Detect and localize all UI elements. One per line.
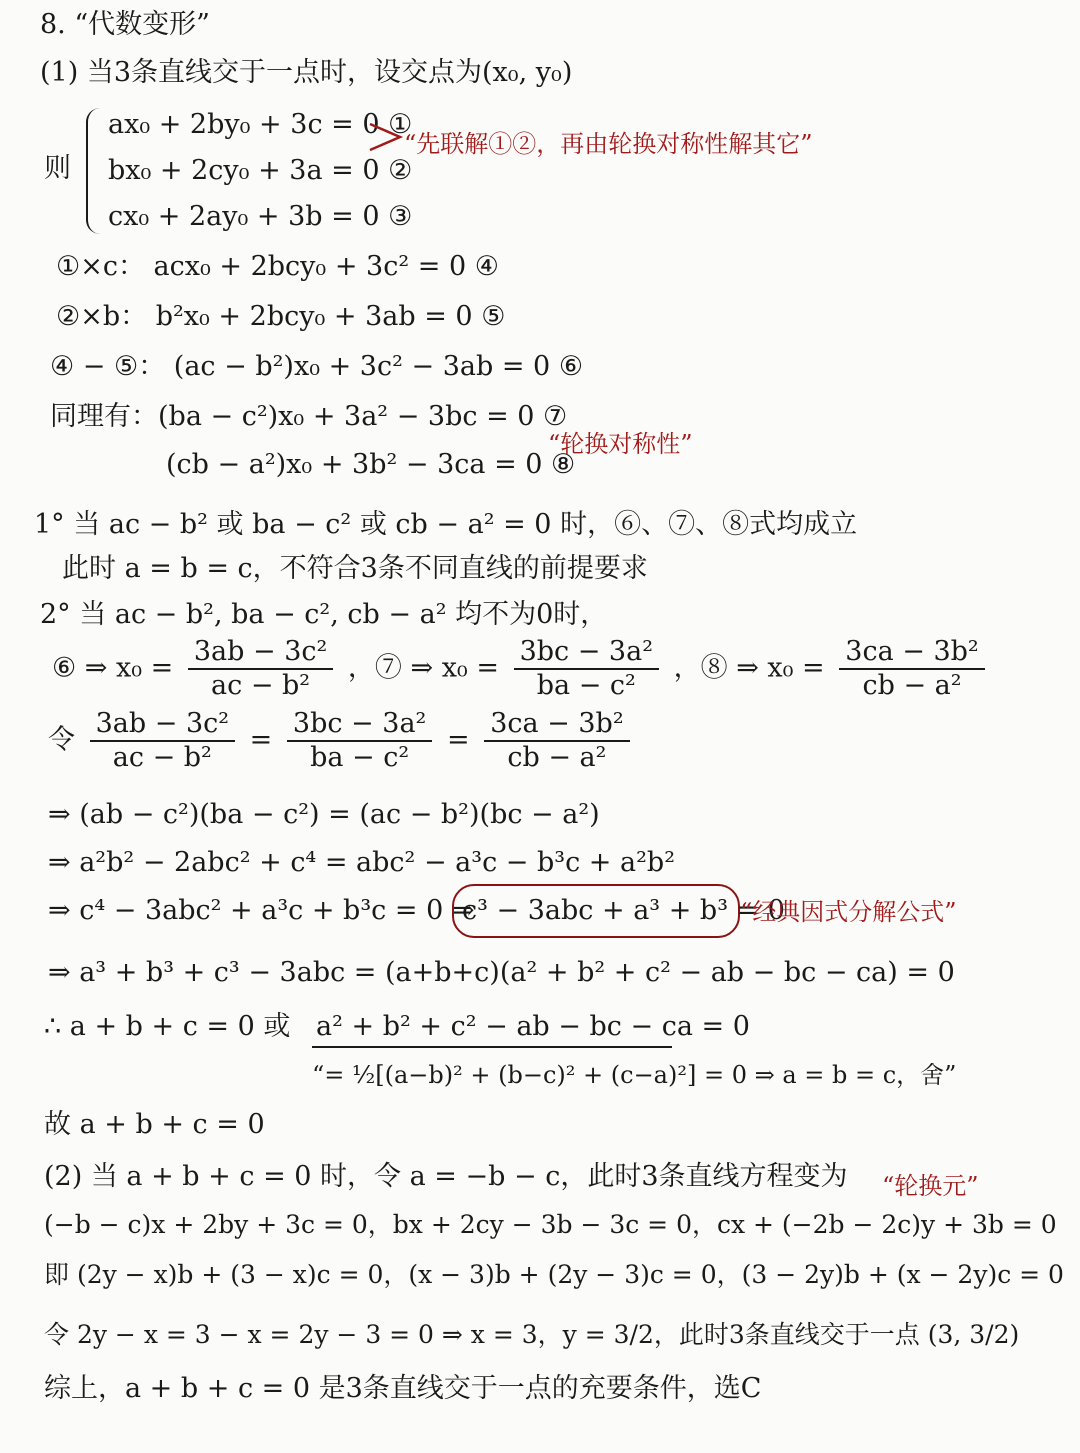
annotation-arrow-icon bbox=[368, 122, 404, 152]
case-2-condition: 2° 当 ac − b², ba − c², cb − a² 均不为0时， bbox=[40, 599, 608, 630]
x0-from-7-label: ，⑦ ⇒ x₀ = bbox=[347, 652, 499, 684]
equate-fractions-line bbox=[48, 708, 636, 774]
eq-fraction-3-denominator: cb − a² bbox=[507, 742, 607, 773]
system-eq-1: ax₀ + 2by₀ + 3c = 0 ① bbox=[108, 109, 413, 140]
alt-underline bbox=[312, 1046, 672, 1048]
note-classic-factorization: “经典因式分解公式” bbox=[740, 898, 957, 926]
circled-identity: c³ − 3abc + a³ + b³ = 0 bbox=[462, 895, 785, 926]
step-6: ④ − ⑤： (ac − b²)x₀ + 3c² − 3ab = 0 ⑥ bbox=[50, 351, 584, 382]
eq-fraction-1-numerator: 3ab − 3c² bbox=[90, 708, 235, 742]
derivation-2: ⇒ a²b² − 2abc² + c⁴ = abc² − a³c − b³c + a²b² bbox=[48, 847, 676, 878]
case-1-condition: 1° 当 ac − b² 或 ba − c² 或 cb − a² = 0 时，⑥、⑦、⑧式均成立 bbox=[34, 509, 858, 540]
eq-fraction-1 bbox=[90, 708, 235, 774]
eq-fraction-3 bbox=[484, 708, 629, 774]
eq-fraction-3-numerator: 3ca − 3b² bbox=[484, 708, 629, 742]
derivation-6: “= ½[(a−b)² + (b−c)² + (c−a)²] = 0 ⇒ a = b = c，舍” bbox=[312, 1061, 957, 1089]
equals-sign-1: = bbox=[249, 724, 273, 756]
then-label: 则 bbox=[44, 153, 71, 184]
eq-fraction-1-denominator: ac − b² bbox=[112, 742, 212, 773]
part2-intro: (2) 当 a + b + c = 0 时，令 a = −b − c，此时3条直线方程变为 bbox=[44, 1161, 848, 1192]
x0-from-6-label: ⑥ ⇒ x₀ = bbox=[52, 652, 174, 684]
part1-intro: (1) 当3条直线交于一点时，设交点为(x₀, y₀) bbox=[40, 57, 573, 88]
derivation-5: ∴ a + b + c = 0 或 bbox=[44, 1011, 291, 1042]
derivation-3: ⇒ c⁴ − 3abc² + a³c + b³c = 0 ⇒ bbox=[48, 895, 475, 926]
note-solve-first: “先联解①②，再由轮换对称性解其它” bbox=[404, 130, 813, 158]
fraction-6-numerator: 3ab − 3c² bbox=[188, 636, 333, 670]
fraction-8-denominator: cb − a² bbox=[862, 670, 962, 701]
eq-fraction-2-numerator: 3bc − 3a² bbox=[287, 708, 432, 742]
derivation-4: ⇒ a³ + b³ + c³ − 3abc = (a+b+c)(a² + b² + c² − ab − bc − ca) = 0 bbox=[48, 957, 955, 988]
note-substitution: “轮换元” bbox=[882, 1172, 979, 1200]
system-eq-2: bx₀ + 2cy₀ + 3a = 0 ② bbox=[108, 155, 413, 186]
part2-line-1: (−b − c)x + 2by + 3c = 0，bx + 2cy − 3b − 3c = 0，cx + (−2b − 2c)y + 3b = 0 bbox=[44, 1210, 1057, 1239]
fraction-8-numerator: 3ca − 3b² bbox=[839, 636, 984, 670]
problem-title: 8. “代数变形” bbox=[40, 9, 210, 40]
x0-fraction-7 bbox=[514, 636, 659, 702]
let-label: 令 bbox=[48, 724, 75, 756]
equals-sign-2: = bbox=[446, 724, 470, 756]
eq-fraction-2-denominator: ba − c² bbox=[310, 742, 410, 773]
derivation-1: ⇒ (ab − c²)(ba − c²) = (ac − b²)(bc − a²) bbox=[48, 799, 600, 830]
system-brace bbox=[86, 108, 102, 234]
x0-from-8-label: ，⑧ ⇒ x₀ = bbox=[673, 652, 825, 684]
system-eq-3: cx₀ + 2ay₀ + 3b = 0 ③ bbox=[108, 201, 413, 232]
part2-line-2: 即 (2y − x)b + (3 − x)c = 0，(x − 3)b + (2y − 3)c = 0，(3 − 2y)b + (x − 2y)c = 0 bbox=[44, 1260, 1064, 1289]
step-4: ①×c： acx₀ + 2bcy₀ + 3c² = 0 ④ bbox=[56, 251, 499, 282]
x0-fraction-6 bbox=[188, 636, 333, 702]
step-7: 同理有：(ba − c²)x₀ + 3a² − 3bc = 0 ⑦ bbox=[50, 401, 568, 432]
fraction-6-denominator: ac − b² bbox=[211, 670, 311, 701]
case-1-result: 此时 a = b = c，不符合3条不同直线的前提要求 bbox=[62, 553, 648, 584]
step-5: ②×b： b²x₀ + 2bcy₀ + 3ab = 0 ⑤ bbox=[56, 301, 506, 332]
note-rotational-symmetry: “轮换对称性” bbox=[548, 430, 693, 458]
step-8: (cb − a²)x₀ + 3b² − 3ca = 0 ⑧ bbox=[166, 449, 576, 480]
fraction-7-denominator: ba − c² bbox=[536, 670, 636, 701]
part1-conclusion: 故 a + b + c = 0 bbox=[44, 1109, 265, 1140]
derivation-5-alt: a² + b² + c² − ab − bc − ca = 0 bbox=[316, 1011, 750, 1042]
fraction-7-numerator: 3bc − 3a² bbox=[514, 636, 659, 670]
eq-fraction-2 bbox=[287, 708, 432, 774]
final-conclusion: 综上，a + b + c = 0 是3条直线交于一点的充要条件，选C bbox=[44, 1373, 762, 1404]
x0-fraction-8 bbox=[839, 636, 984, 702]
x0-expressions-line bbox=[52, 636, 991, 702]
part2-line-3: 令 2y − x = 3 − x = 2y − 3 = 0 ⇒ x = 3，y = 3/2，此时3条直线交于一点 (3, 3/2) bbox=[44, 1320, 1020, 1349]
